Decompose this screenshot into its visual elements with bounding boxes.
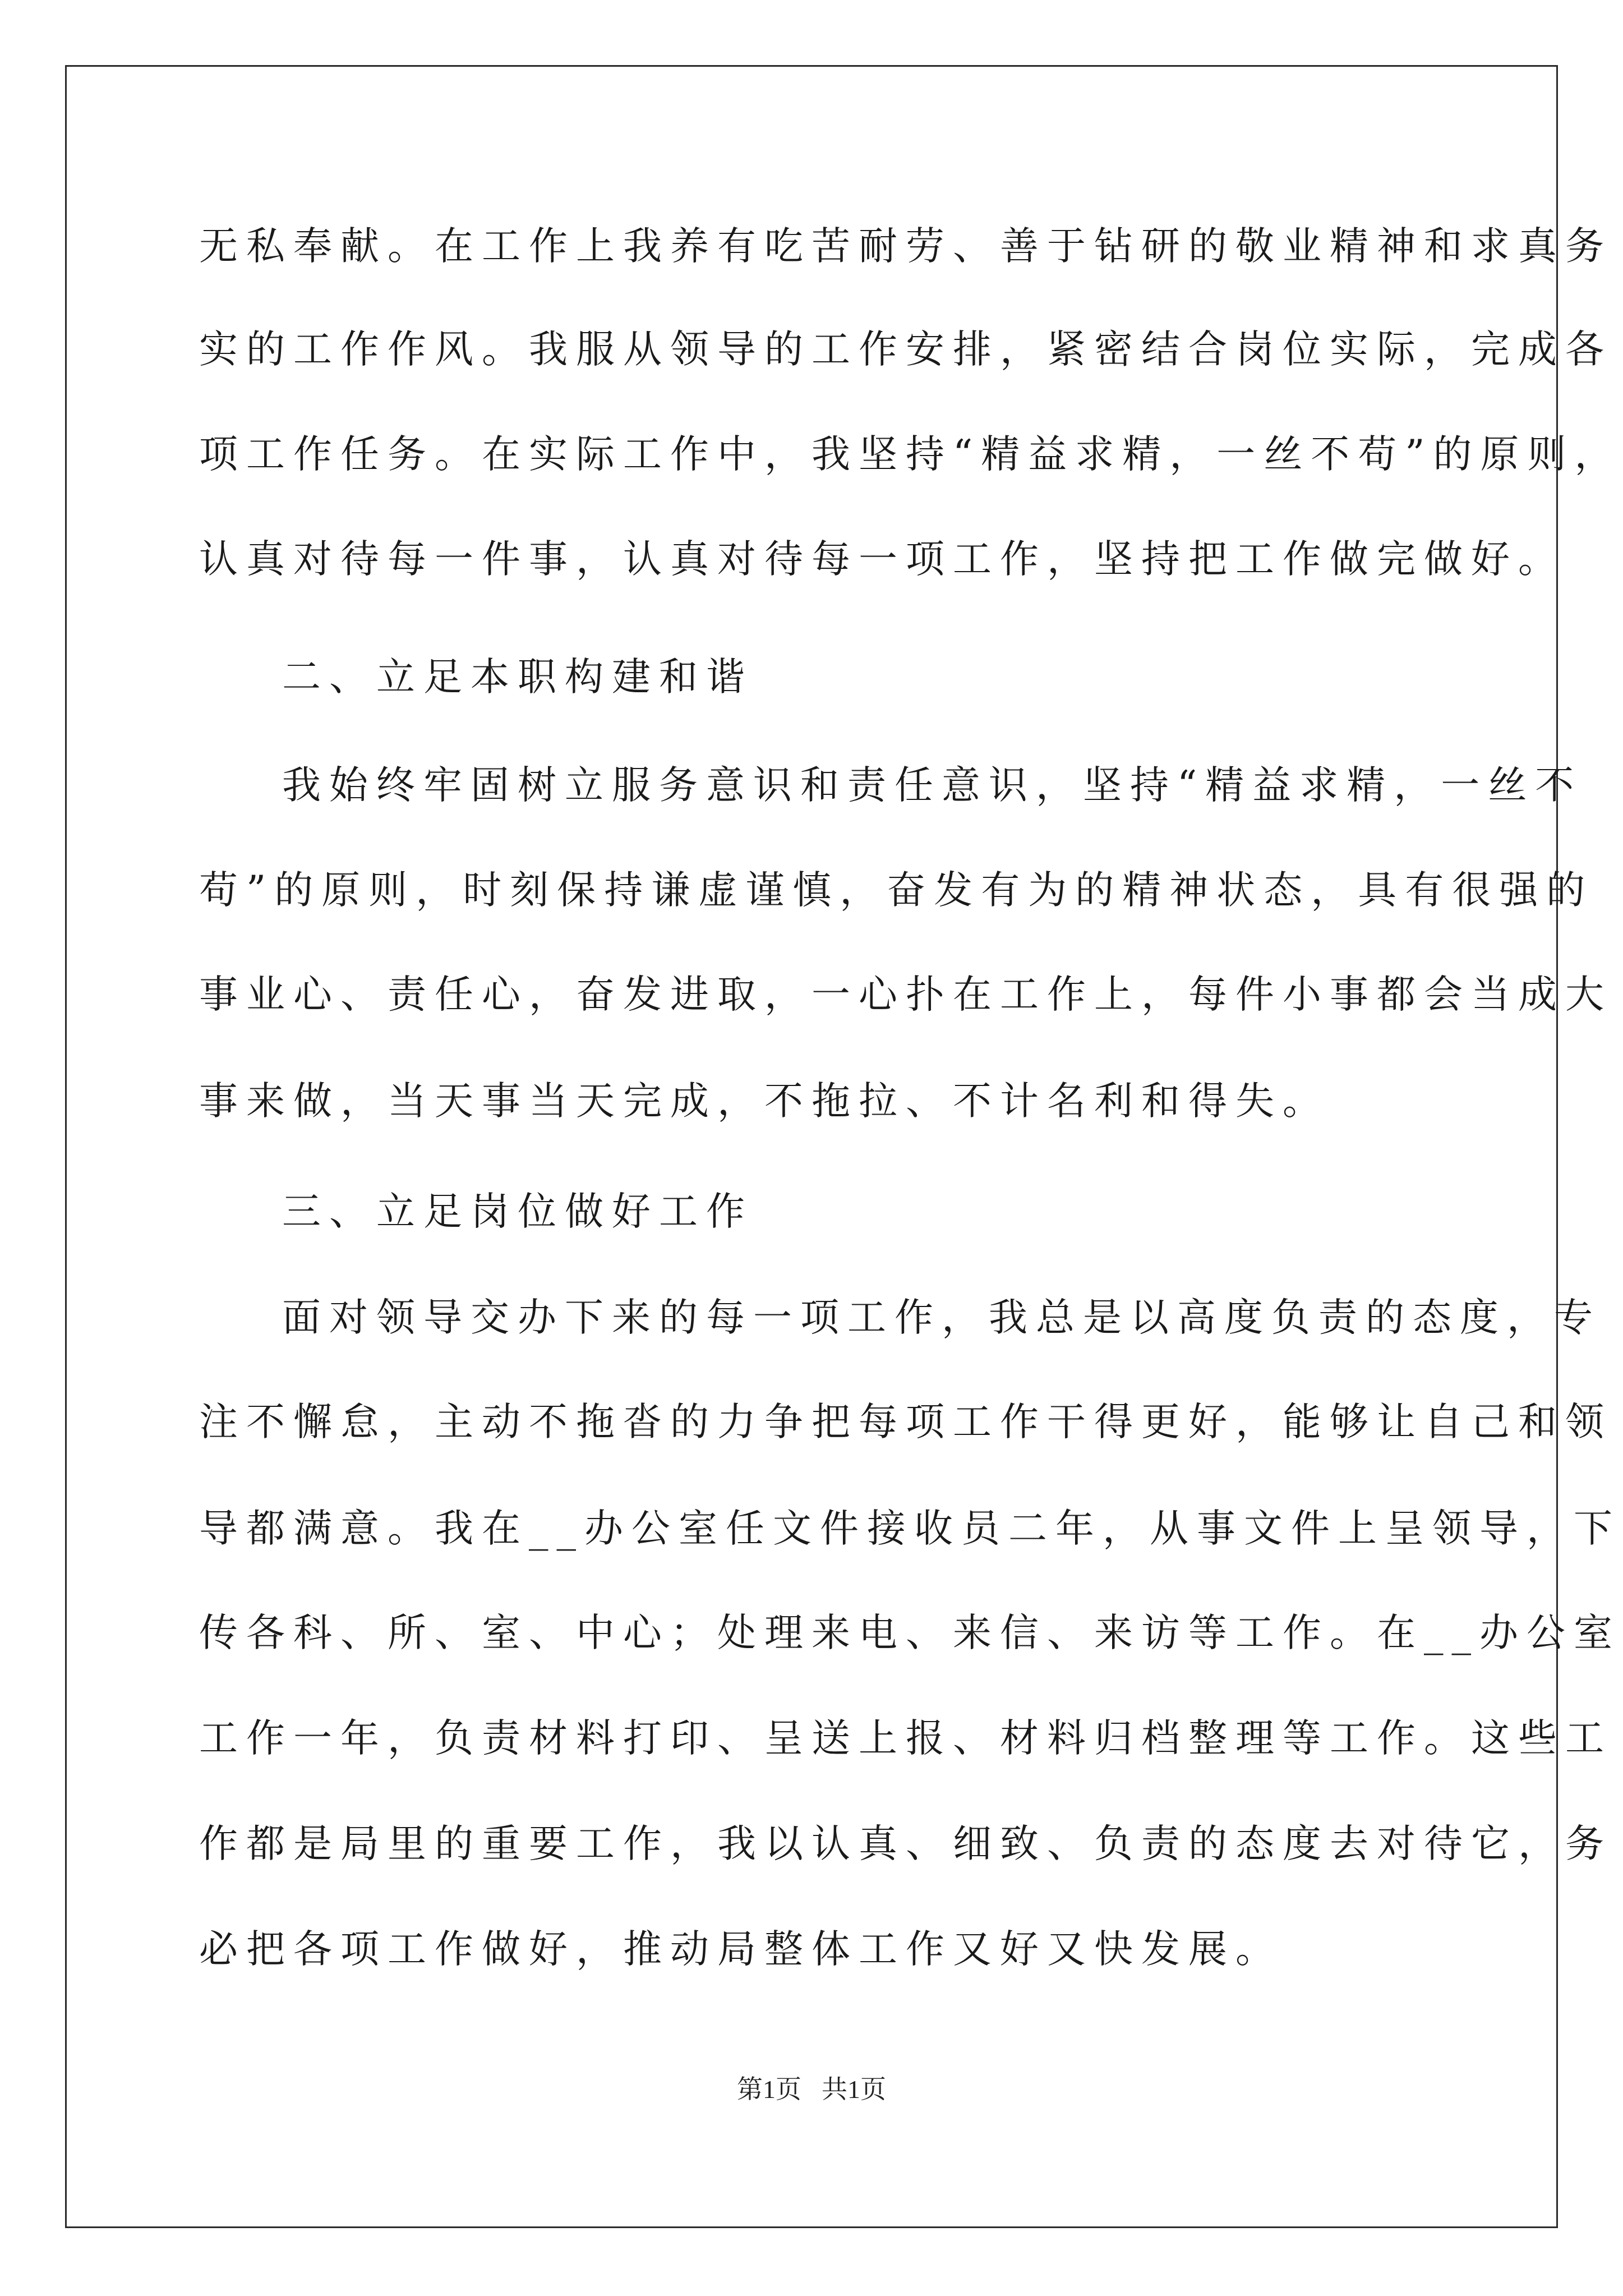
paragraph-line: 实的工作作风。我服从领导的工作安排，紧密结合岗位实际，完成各	[199, 327, 1612, 372]
paragraph-line: 面对领导交办下来的每一项工作，我总是以高度负责的态度，专	[282, 1295, 1601, 1340]
page-number: 第1页	[737, 2075, 801, 2104]
section-heading: 二、立足本职构建和谐	[282, 655, 753, 700]
page-footer	[0, 2073, 1623, 2106]
paragraph-line: 认真对待每一件事，认真对待每一项工作，坚持把工作做完做好。	[199, 537, 1565, 582]
paragraph-line: 事业心、责任心，奋发进取，一心扑在工作上，每件小事都会当成大	[199, 972, 1612, 1017]
paragraph-line: 作都是局里的重要工作，我以认真、细致、负责的态度去对待它，务	[199, 1821, 1612, 1866]
paragraph-line: 事来做，当天事当天完成，不拖拉、不计名利和得失。	[199, 1079, 1330, 1124]
page-total: 共1页	[822, 2075, 886, 2104]
paragraph-line: 项工作任务。在实际工作中，我坚持“精益求精，一丝不苟”的原则，	[199, 432, 1622, 477]
paragraph-line: 苟”的原则，时刻保持谦虚谨慎，奋发有为的精神状态，具有很强的	[199, 868, 1594, 913]
paragraph-line: 工作一年，负责材料打印、呈送上报、材料归档整理等工作。这些工	[199, 1716, 1612, 1761]
paragraph-line: 导都满意。我在__办公室任文件接收员二年，从事文件上呈领导，下	[199, 1506, 1621, 1551]
paragraph-line: 传各科、所、室、中心；处理来电、来信、来访等工作。在__办公室	[199, 1611, 1621, 1655]
paragraph-line: 注不懈怠，主动不拖沓的力争把每项工作干得更好，能够让自己和领	[199, 1400, 1612, 1444]
paragraph-line: 无私奉献。在工作上我养有吃苦耐劳、善于钻研的敬业精神和求真务	[199, 224, 1612, 269]
paragraph-line: 必把各项工作做好，推动局整体工作又好又快发展。	[199, 1927, 1283, 1972]
section-heading: 三、立足岗位做好工作	[282, 1189, 753, 1234]
page-border	[65, 65, 1558, 2228]
paragraph-line: 我始终牢固树立服务意识和责任意识，坚持“精益求精，一丝不	[282, 763, 1583, 808]
